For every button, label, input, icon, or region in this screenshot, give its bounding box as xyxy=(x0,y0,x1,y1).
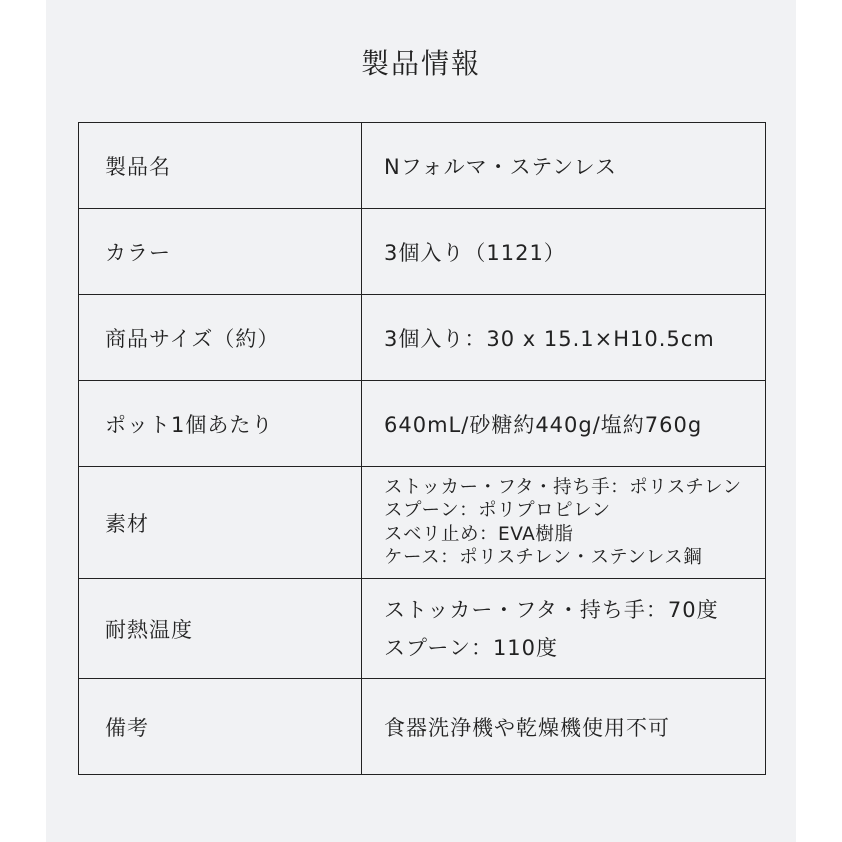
table-row xyxy=(79,467,766,579)
product-info-table xyxy=(78,122,766,775)
row-label-size: 商品サイズ（約） xyxy=(79,295,362,381)
row-value-material xyxy=(362,467,766,579)
heat-line: スプーン：110度 xyxy=(384,635,559,660)
row-label-notes: 備考 xyxy=(79,679,362,775)
row-label-capacity: ポット1個あたり xyxy=(79,381,362,467)
row-value-size: 3個入り：30 x 15.1×H10.5cm xyxy=(362,295,766,381)
table-row xyxy=(79,679,766,775)
table-row xyxy=(79,579,766,679)
row-label-color: カラー xyxy=(79,209,362,295)
row-label-heat-resistance: 耐熱温度 xyxy=(79,579,362,679)
row-label-material: 素材 xyxy=(79,467,362,579)
table-row xyxy=(79,123,766,209)
row-value-capacity: 640mL/砂糖約440g/塩約760g xyxy=(362,381,766,467)
table-row xyxy=(79,295,766,381)
row-label-product-name: 製品名 xyxy=(79,123,362,209)
heat-line: ストッカー・フタ・持ち手：70度 xyxy=(384,597,719,622)
table-row xyxy=(79,381,766,467)
material-line: ケース：ポリスチレン・ステンレス鋼 xyxy=(384,547,703,568)
row-value-color: 3個入り（1121） xyxy=(362,209,766,295)
page-title: 製品情報 xyxy=(360,47,481,80)
table-row xyxy=(79,209,766,295)
material-line: スプーン：ポリプロピレン xyxy=(384,500,611,521)
material-line: ストッカー・フタ・持ち手：ポリスチレン xyxy=(384,476,742,498)
row-value-product-name: Nフォルマ・ステンレス xyxy=(362,123,766,209)
row-value-notes: 食器洗浄機や乾燥機使用不可 xyxy=(362,679,766,775)
material-line: スベリ止め：EVA樹脂 xyxy=(384,523,574,545)
row-value-heat-resistance xyxy=(362,579,766,679)
